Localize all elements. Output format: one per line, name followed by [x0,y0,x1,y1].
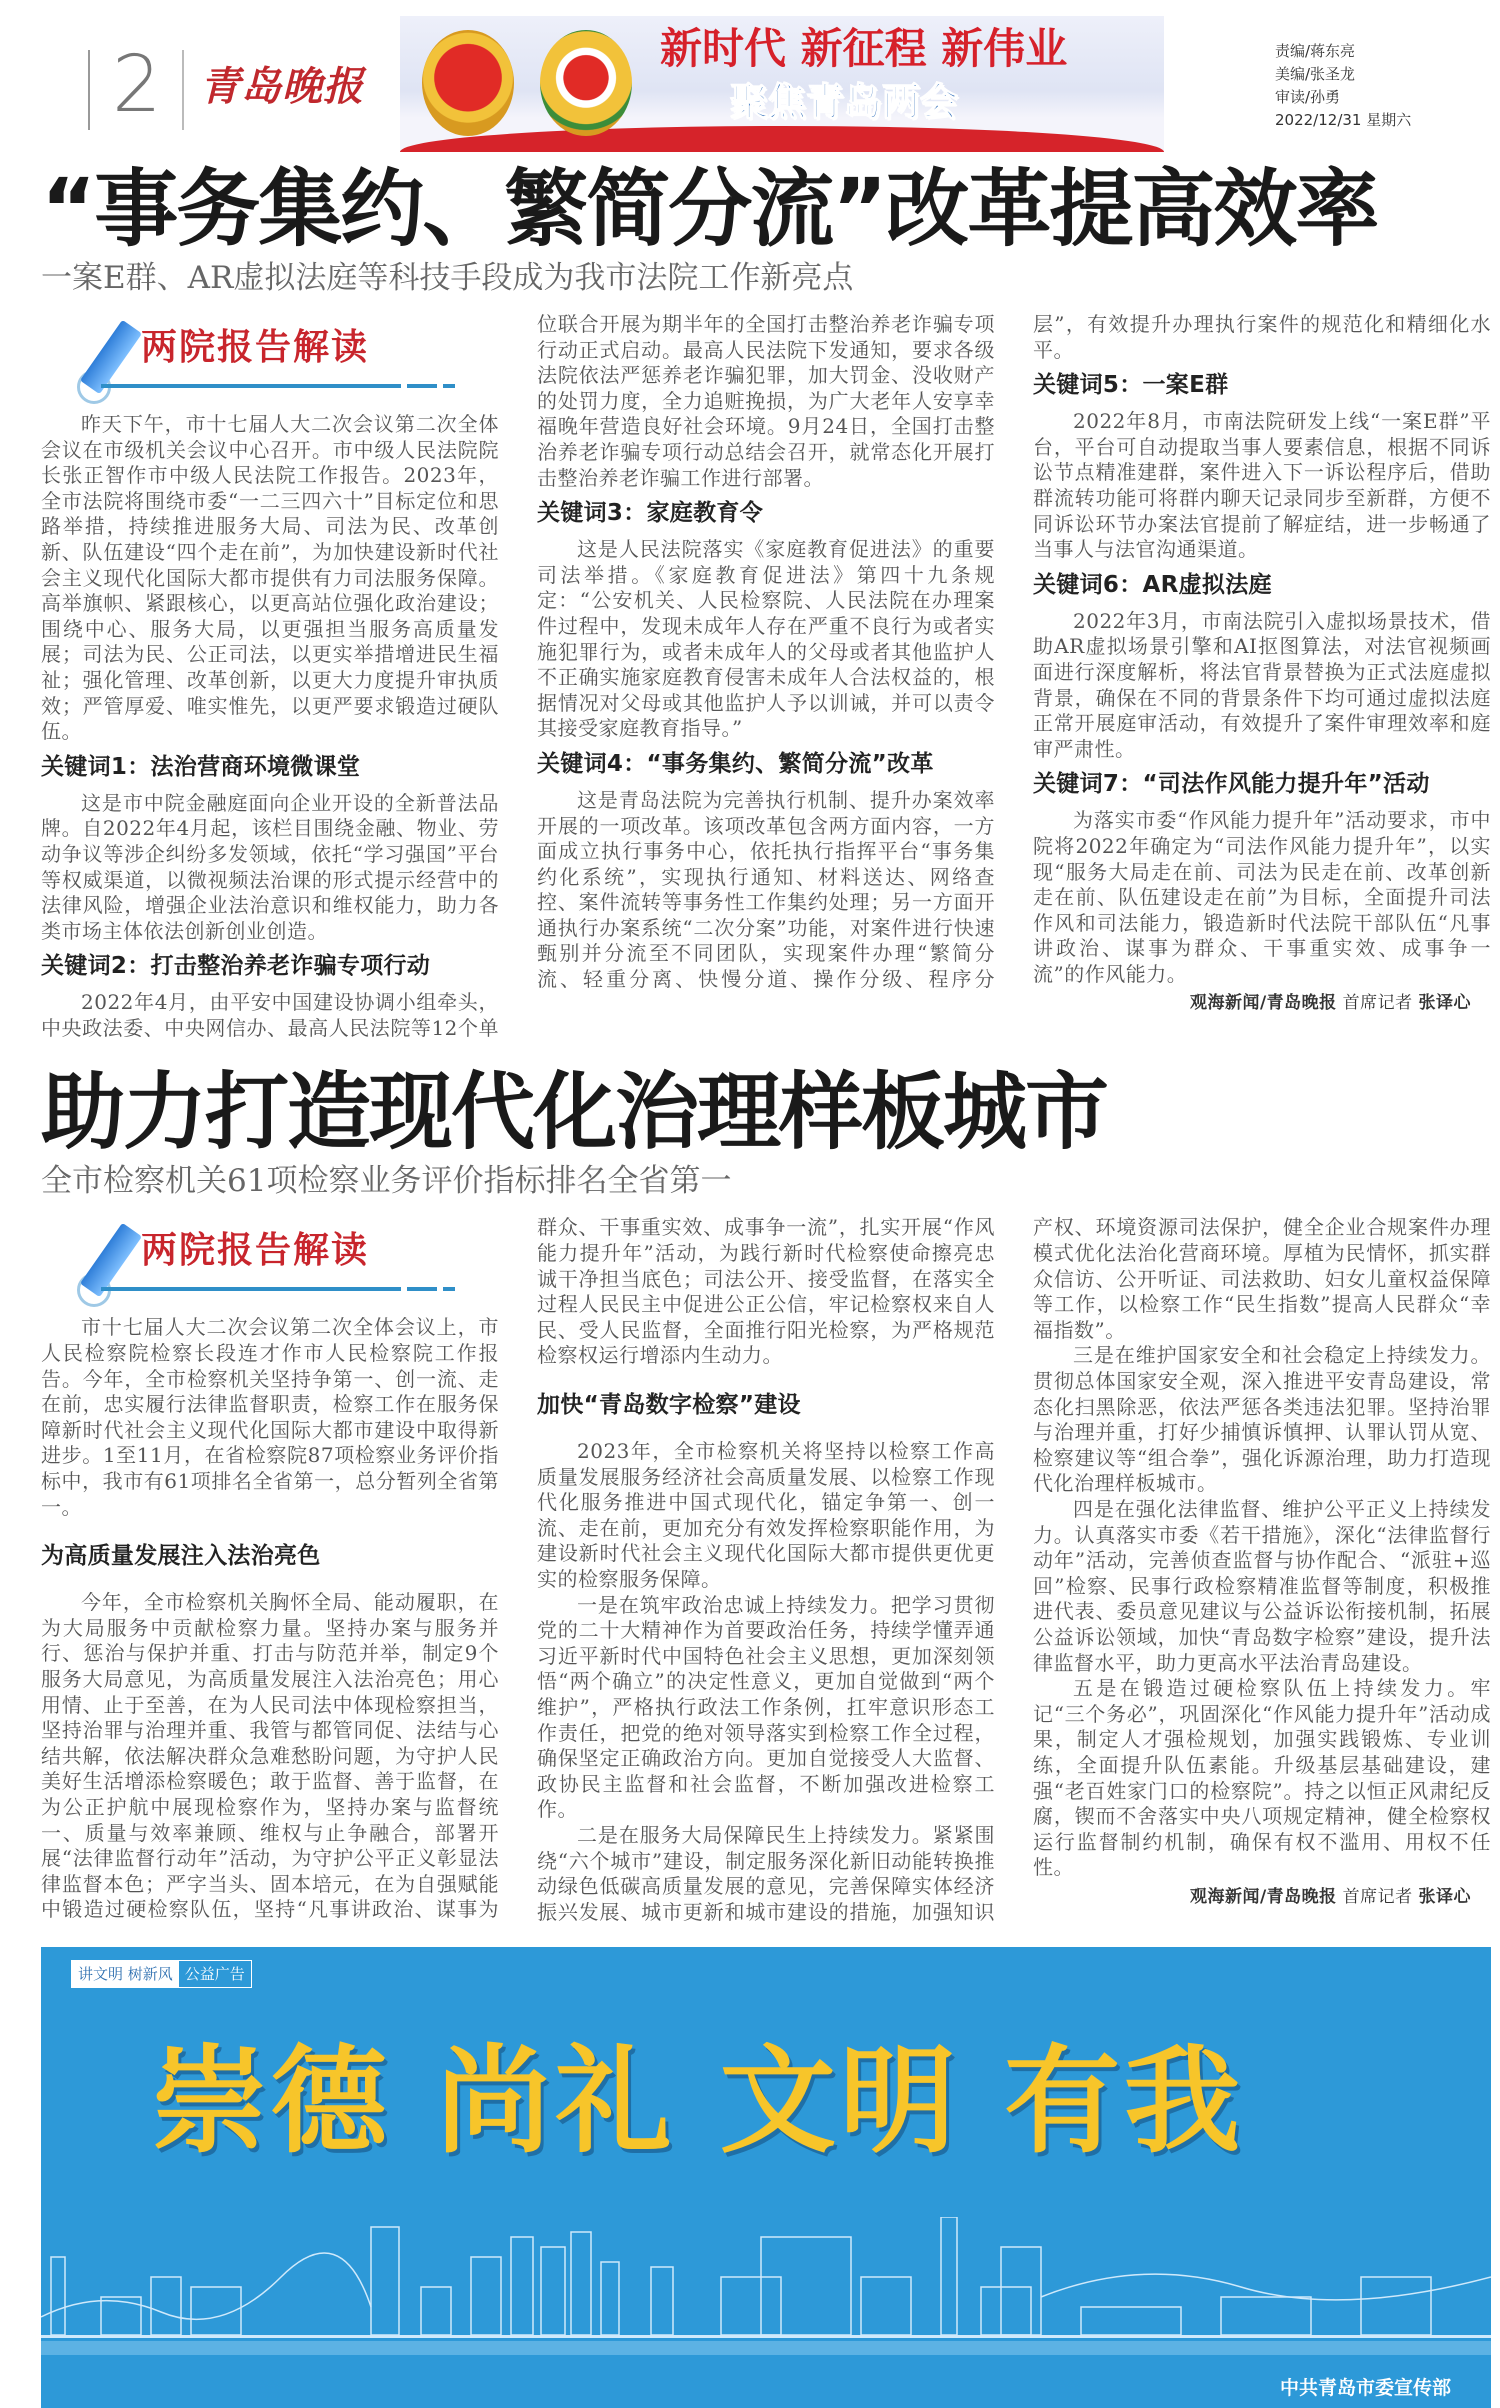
skyline-building [151,2277,181,2335]
skyline-building [571,2232,591,2335]
paragraph: 一是在筑牢政治忠诚上持续发力。把学习贯彻党的二十大精神作为首要政治任务，持续学懂弄通习近平新时代中国特色社会主义思想，更加深刻领悟“两个确立”的决定性意义，更加自觉做到“两个维护”，严格执行政法工作条例，扛牢意识形态工作责任，把党的绝对领导落实到检察工作全过程，确保坚定正确政治方向。更加自觉接受人大监督、政协民主监督和社会监督，不断加强改进检察工作。 [537,1592,995,1822]
article-subheadline: 一案E群、AR虚拟法庭等科技手段成为我市法院工作新亮点 [41,260,854,296]
section-heading: 关键词6：AR虚拟法庭 [1033,571,1272,598]
issue-date: 2022/12/31 星期六 [1275,111,1412,129]
skyline-building [651,2267,673,2335]
editor-credit: 审读/孙勇 [1275,88,1341,106]
red-ribbon-decoration [400,126,1164,152]
skyline-building [761,2237,851,2335]
paragraph: 2022年8月，市南法院研发上线“一案E群”平台，平台可自动提取当事人要素信息，根据不同诉讼节点精准建群，案件进入下一诉讼程序后，借助群流转功能可将群内聊天记录同步至新群，方便不同诉讼环节办案法官提前了解症结，进一步畅通了当事人与法官沟通渠道。 [1033,409,1491,562]
city-skyline-illustration [41,2217,1491,2367]
byline-role: 首席记者 [1342,993,1413,1014]
article-subheadline: 全市检察机关61项检察业务评价指标排名全省第一 [41,1163,732,1200]
section-logo [41,1215,499,1307]
paragraph: 2023年，全市检察机关将坚持以检察工作高质量发展服务经济社会高质量发展、以检察工作现代化服务推进中国式现代化，锚定争第一、创一流、走在前，更加充分有效发挥检察职能作用，为建设新时代社会主义现代化国际大都市提供更优更实的检察服务保障。 [537,1439,995,1591]
article-body [41,1215,1491,1925]
skyline-building [941,2217,957,2335]
paragraph: 五是在锻造过硬检察队伍上持续发力。牢记“三个务必”，巩固深化“作风能力提升年”活动成果，制定人才强检规划，加强实践锻炼、专业训练，全面提升队伍素能。升级基层基础建设，建强“老百姓家门口的检察院”。持之以恒正风肃纪反腐，锲而不舍落实中央八项规定精神，健全检察权运行监督制约机制，确保有权不滥用、用权不任性。 [1033,1676,1491,1880]
divider [101,384,401,388]
section-heading: 为高质量发展注入法治亮色 [41,1543,321,1570]
paragraph: 四是在强化法律监督、维护公平正义上持续发力。认真落实市委《若干措施》，深化“法律监督行动年”活动，完善侦查监督与协作配合、“派驻+巡回”检察、民事行政检察精准监督等制度，积极推进代表、委员意见建议与公益诉讼衔接机制，拓展公益诉讼领域，加快“青岛数字检察”建设，提升法律监督水平，助力更高水平法治青岛建设。 [1033,1497,1491,1675]
section-heading: 关键词1：法治营商环境微课堂 [41,753,361,780]
article-headline: 助力打造现代化治理样板城市 [41,1063,1108,1162]
paragraph: 二是在服务大局保障民生上持续发力。紧紧围绕“六个城市”建设，制定服务深化新旧动能转换推动绿色低碳高质量发展的意见，完善保障实体经济振兴发展、城市更新和城市建设的措施，加强知识产权、环境资源司法保护，健全企业合规案件办理模式优化法治化营商环境。厚植为民情怀，抓实群众信访、公开听证、司法救助、妇女儿童权益保障等工作，以检察工作“民生指数”提高人民群众“幸福指数”。 [537,1215,1491,1924]
public-service-ad [41,1947,1491,2408]
editor-credit: 美编/张圣龙 [1275,65,1356,83]
byline [1033,1885,1491,1911]
national-emblem-icon [422,30,514,136]
ad-tag-label: 公益广告 [184,1965,245,1984]
section-heading: 关键词4：“事务集约、繁简分流”改革 [537,750,934,777]
skyline-building [471,2257,501,2335]
skyline-building [601,2262,619,2335]
skyline-building [1221,2297,1311,2335]
ad-sponsor: 中共青岛市委宣传部 [1279,2377,1451,2400]
section-heading: 关键词5：一案E群 [1033,372,1229,399]
divider [443,384,455,388]
divider [407,1287,437,1291]
skyline-building [1081,2307,1181,2335]
byline [1033,991,1491,1017]
article-body [41,312,1491,1041]
byline-author: 张译心 [1418,993,1471,1014]
skyline-building [51,2257,65,2335]
paragraph: 这是市中院金融庭面向企业开设的全新普法品牌。自2022年4月起，该栏目围绕金融、物业、劳动争议等涉企纠纷多发领域，依托“学习强国”平台等权威渠道，以微视频法治课的形式提示经营中的法律风险，增强企业法治意识和维权能力，助力各类市场主体依法创新创业创造。 [41,790,499,943]
section-heading: 加快“青岛数字检察”建设 [537,1392,801,1419]
byline-author: 张译心 [1418,1886,1471,1907]
skyline-building [1361,2277,1431,2335]
section-logo-text: 两院报告解读 [141,326,370,368]
divider [443,1287,455,1291]
section-heading: 关键词2：打击整治养老诈骗专项行动 [41,953,431,980]
page-number: 2 [112,40,162,130]
editor-credit: 责编/蒋东亮 [1275,42,1356,60]
divider [182,50,184,130]
banner-slogan: 新时代 新征程 新伟业 [660,24,1068,73]
paragraph: 市十七届人大二次会议第二次全体会议上，市人民检察院检察长段连才作市人民检察院工作报告。今年，全市检察机关坚持争第一、创一流、走在前，忠实履行法律监督职责，检察工作在服务保障新时代社会主义现代化国际大都市建设中取得新进步。1至11月，在省检察院87项检察业务评价指标中，我市有61项排名全省第一，总分暂列全省第一。 [41,1315,499,1519]
skyline-building [421,2287,451,2335]
skyline-building [1001,2247,1041,2335]
masthead-logo: 青岛晚报 [200,63,364,110]
section-heading: 关键词3：家庭教育令 [537,500,764,527]
banner-title: 聚焦青岛两会 [730,80,959,124]
skyline-building [371,2227,399,2335]
paragraph: 2022年3月，市南法院引入虚拟场景技术，借助AR虚拟场景引擎和AI抠图算法，对法官视频画面进行深度解析，将法官背景替换为正式法庭虚拟背景，确保在不同的背景条件下均可通过虚拟法庭正常开展庭审活动，有效提升了案件审理效率和庭审严肃性。 [1033,608,1491,761]
ad-slogan: 崇德 尚礼 文明 有我 [151,2034,1245,2170]
divider [101,1287,401,1291]
skyline-building [721,2277,781,2335]
byline-role: 首席记者 [1342,1886,1413,1907]
paragraph: 为落实市委“作风能力提升年”活动要求，市中院将2022年确定为“司法作风能力提升年”，以实现“服务大局走在前、司法为民走在前、改革创新走在前、队伍建设走在前”为目标，全面提升司法作风和司法能力，锻造新时代法院干部队伍“凡事讲政治、谋事为群众、干事重实效、成事争一流”的作风能力。 [1033,808,1491,986]
byline-source: 观海新闻/青岛晚报 [1189,1886,1337,1907]
paragraph: 三是在维护国家安全和社会稳定上持续发力。贯彻总体国家安全观，深入推进平安青岛建设，常态化扫黑除恶，依法严惩各类违法犯罪。坚持治罪与治理并重，打好少捕慎诉慎押、认罪认罚从宽、检察建议等“组合拳”，强化诉源治理，助力打造现代化治理样板城市。 [1033,1343,1491,1496]
section-heading: 关键词7：“司法作风能力提升年”活动 [1033,771,1430,798]
paragraph: 这是人民法院落实《家庭教育促进法》的重要司法举措。《家庭教育促进法》第四十九条规定：“公安机关、人民检察院、人民法院在办理案件过程中，发现未成年人存在严重不良行为或者实施犯罪行为，或者未成年人的父母或者其他监护人不正确实施家庭教育侵害未成年人合法权益的，根据情况对父母或其他监护人予以训诫，并可以责令其接受家庭教育指导。” [537,537,995,741]
ad-tag [71,1960,252,1988]
skyline-hills [41,2253,1491,2319]
section-logo [41,312,499,404]
divider [88,50,90,130]
ad-tag-slogan: 讲文明 树新风 [72,1961,179,1987]
section-logo-text: 两院报告解读 [141,1229,370,1272]
divider [407,384,437,388]
editor-credits [1275,40,1411,132]
skyline-building [101,2297,141,2335]
paragraph: 昨天下午，市十七届人大二次会议第二次全体会议在市级机关会议中心召开。市中级人民法院院长张正智作市中级人民法院工作报告。2023年，全市法院将围绕市委“一二三四六十”目标定位和思路举措，持续推进服务大局、司法为民、改革创新、队伍建设“四个走在前”，为加快建设新时代社会主义现代化国际大都市提供有力司法服务保障。高举旗帜、紧跟核心，以更高站位强化政治建设；围绕中心、服务大局，以更强担当服务高质量发展；司法为民、公正司法，以更实举措增进民生福祉；强化管理、改革创新，以更大力度提升审执质效；严管厚爱、唯实惟先，以更严要求锻造过硬队伍。 [41,412,499,744]
paragraph: 这是青岛法院为完善执行机制、提升办案效率开展的一项改革。该项改革包含两方面内容，一方面成立执行事务中心，依托执行指挥平台“事务集约化系统”，实现执行通知、材料送达、网络查控、案件流转等事务性工作集约处理；另一方面开通执行办案系统“二次分案”功能，对案件进行快速甄别并分流至不同团队，实现案件办理“繁简分流、轻重分离、快慢分道、操作分级、程序分层”，有效提升办理执行案件的规范化和精细化水平。 [537,312,1491,992]
article-headline: “事务集约、繁简分流”改革提高效率 [41,160,1378,258]
skyline-building [541,2247,565,2335]
page-content [41,160,1491,2408]
skyline-building [981,2287,1031,2335]
cppcc-emblem-icon [540,30,632,136]
skyline-building [861,2277,911,2335]
section-banner [400,16,1164,152]
byline-source: 观海新闻/青岛晚报 [1189,993,1337,1014]
paragraph: 2022年4月，由平安中国建设协调小组牵头，中央政法委、中央网信办、最高人民法院等12个单位联合开展为期半年的全国打击整治养老诈骗专项行动正式启动。最高人民法院下发通知，要求各级法院依法严惩养老诈骗犯罪，加大罚金、没收财产的处罚力度，全力追赃挽损，为广大老年人安享幸福晚年营造良好社会环境。9月24日，全国打击整治养老诈骗专项行动总结会召开，就常态化开展打击整治养老诈骗工作进行部署。 [41,312,995,1040]
skyline-building [511,2237,533,2335]
paragraph: 今年，全市检察机关胸怀全局、能动履职，在为大局服务中贡献检察力量。坚持办案与服务并行、惩治与保护并重、打击与防范并举，制定9个服务大局意见，为高质量发展注入法治亮色；用心用情、止于至善，在为人民司法中体现检察担当，坚持治罪与治理并重、我管与都管同促、法结与心结共解，依法解决群众急难愁盼问题，为守护人民美好生活增添检察暖色；敢于监督、善于监督，在为公正护航中展现检察作为，坚持办案与监督统一、质量与效率兼顾、维权与止争融合，部署开展“法律监督行动年”活动，为守护公平正义彰显法律监督本色；严字当头、固本培元，在为自强赋能中锻造过硬检察队伍，坚持“凡事讲政治、谋事为群众、干事重实效、成事争一流”，扎实开展“作风能力提升年”活动，为践行新时代检察使命擦亮忠诚干净担当底色；司法公开、接受监督，在落实全过程人民民主中促进公正公信，牢记检察权来自人民、受人民监督，全面推行阳光检察，为严格规范检察权运行增添内生动力。 [41,1215,995,1922]
